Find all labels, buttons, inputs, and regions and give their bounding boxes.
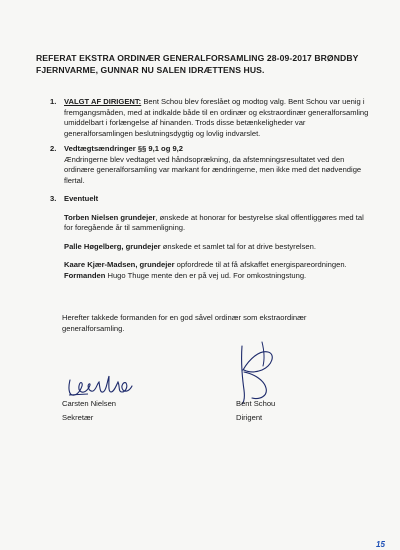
agenda-heading: VALGT AF DIRIGENT: (64, 97, 142, 106)
document-title (36, 52, 376, 76)
signature-block-1 (62, 398, 116, 424)
agenda-text: Bent Schou blev foreslået og modtog valg. Bent Schou var uenig i fremgangsmåden, med at indkalde både til en ordinær og ekstraordinær generalforsamling umiddelbart i forlængelse af hinanden. Trods disse betænkeligheder var generalforsamlingen beslutningsdygtig og lovlig indvarslet. (64, 97, 369, 138)
signature-bent-schou (232, 340, 292, 406)
agenda-heading: Eventuelt (64, 194, 99, 203)
speaker-name: Formanden (64, 270, 106, 280)
signatory-role: Sekretær (62, 413, 94, 422)
agenda-text: Ændringerne blev vedtaget ved håndsoprækning, da afstemningsresultatet ved den ordinære generalforsamling var markant for ændringerne, men ikke med det nødvendige flertal. (64, 154, 362, 185)
comment-text: Hugo Thuge mente den er på vej ud. For omkostningstung. (105, 270, 307, 280)
speaker-name: Palle Høgelberg, grundejer (64, 241, 161, 251)
closing-paragraph: Herefter takkede formanden for en god såvel ordinær som ekstraordinær generalforsamling. (62, 313, 307, 333)
speaker-name: Kaare Kjær-Madsen, grundejer (64, 260, 175, 270)
agenda-number: 3. (50, 194, 57, 203)
comment-paragraph (64, 213, 370, 234)
signatory-role: Dirigent (236, 413, 263, 422)
comment-paragraph (64, 260, 370, 281)
agenda-item-2 (50, 144, 370, 186)
page-number: 15 (376, 540, 385, 549)
agenda-item-3 (50, 194, 370, 290)
signature-block-2 (236, 398, 275, 424)
comment-text: opfordrede til at få afskaffet energispareordningen. (174, 260, 347, 270)
agenda-item-1 (50, 97, 370, 139)
comment-text: , ønskede at honorar for bestyrelse skal offentliggøres med tal for foregående år til sammenligning. (64, 212, 364, 233)
signatory-name: Carsten Nielsen (62, 399, 117, 408)
signatory-name: Bent Schou (236, 399, 276, 408)
speaker-name: Torben Nielsen grundejer (64, 212, 156, 222)
agenda-heading: Vedtægtsændringer §§ 9,1 og 9,2 (64, 144, 184, 153)
comment-paragraph (64, 242, 370, 253)
title-line-1: REFERAT EKSTRA ORDINÆR GENERALFORSAMLING 28-09-2017 BRØNDBY (36, 53, 359, 63)
agenda-number: 2. (50, 144, 57, 153)
comment-text: ønskede et samlet tal for at drive bestyrelsen. (160, 241, 316, 251)
agenda-number: 1. (50, 97, 57, 106)
title-line-2: FJERNVARME, GUNNAR NU SALEN IDRÆTTENS HUS. (36, 65, 265, 75)
signature-carsten-nielsen (66, 368, 136, 400)
